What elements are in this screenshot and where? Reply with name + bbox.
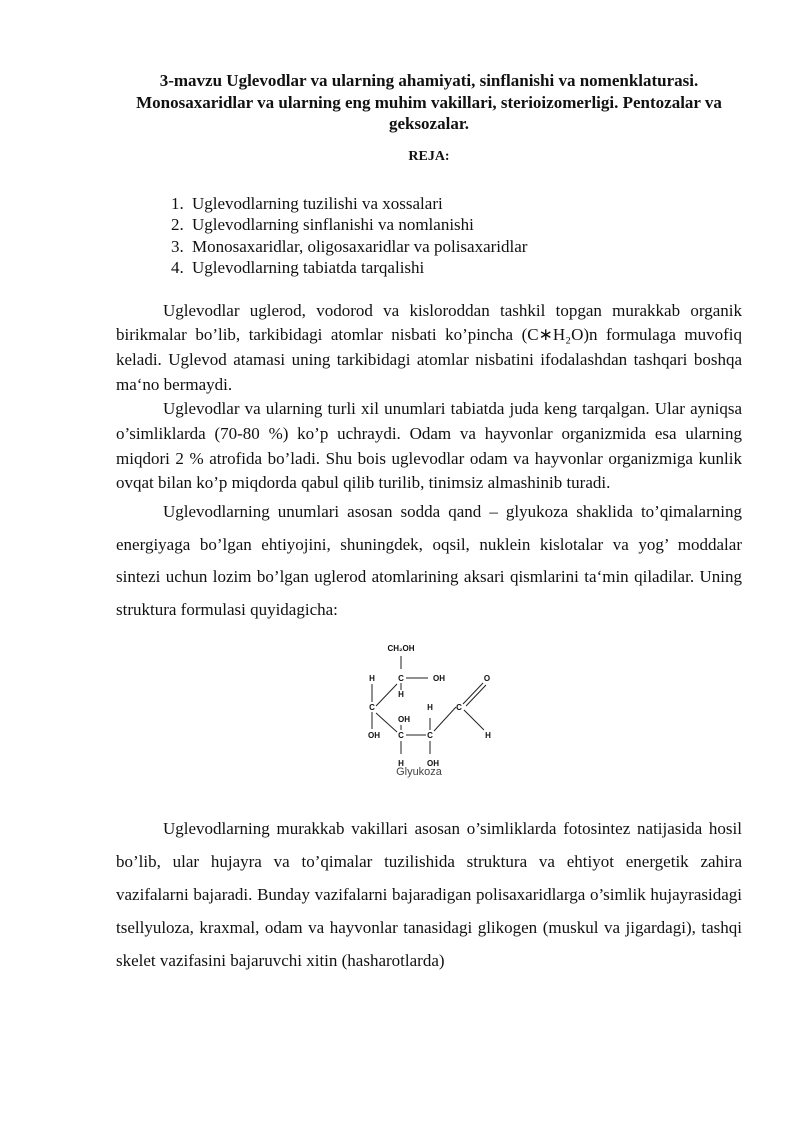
plan-item: 1. Uglevodlarning tuzilishi va xossalari [188, 193, 742, 215]
paragraph-distribution: Uglevodlar va ularning turli xil unumlari tabiatda juda keng tarqalgan. Ular ayniqsa o’simliklarda (70-80 %) ko’p uchraydi. Odam va hayvonlar organizmida esa ularning miqdori 2 % atrofida bo’ladi. Shu bois uglevodlar odam va hayvonlar organizmiga kunlik ovqat bilan ko’p miqdorda qabul qilib turilib, tinimsiz almashinib turadi. [116, 399, 742, 493]
label-h-bottom: H [398, 759, 404, 769]
document-page [116, 70, 742, 977]
label-ch2oh: CH₂OH [387, 644, 415, 654]
label-c-bottom-right: C [427, 731, 433, 741]
label-h-top-left: H [369, 674, 375, 684]
figure-caption: Glyukoza [396, 766, 442, 779]
paragraph-glucose: Uglevodlarning unumlari asosan sodda qand – glyukoza shaklida to’qimalarning energiyaga bo’lgan ehtiyojini, shuningdek, oqsil, nuklein kislotalar va yog’ moddalar sintezi uchun lozim bo’lgan uglerod atomlarining aksari qismlarini ta‘min qiladilar. Uning struktura formulasi quyidagicha: [116, 502, 742, 619]
document-title: 3-mavzu Uglevodlar va ularning ahamiyati, sinflanishi va nomenklaturasi. Monosaxaridlar va ularning eng muhim vakillari, sterioizomerligi. Pentozalar va geksozalar. [136, 71, 722, 133]
paragraph-complex-carbohydrates: Uglevodlarning murakkab vakillari asosan o’simliklarda fotosintez natijasida hosil bo’lib, ular hujayra va to’qimalar tuzilishida struktura va ehtiyot energetik zahira vazifalarni bajaradi. Bunday vazifalarni bajaradigan polisaxaridlarga o’simlik hujayrasidagi tsellyuloza, kraxmal, odam va hayvonlar tanasidagi glikogen (muskul va jigardagi), tashqi skelet vazifasini bajaruvchi xitin (hasharotlarda) [116, 819, 742, 971]
plan-heading: REJA: [408, 148, 450, 164]
label-o-right: O [483, 674, 491, 684]
glucose-structure-diagram [116, 626, 742, 812]
label-c-top: C [398, 674, 404, 684]
plan-list [116, 193, 742, 279]
label-c-aldehyde: C [456, 703, 462, 713]
plan-item: 4. Uglevodlarning tabiatda tarqalishi [188, 257, 742, 279]
label-h-mid: H [427, 703, 433, 713]
glucose-structure-figure [116, 626, 742, 812]
label-h-under-c: H [398, 690, 404, 700]
label-h-right: H [485, 731, 491, 741]
label-oh-top: OH [433, 674, 445, 684]
label-oh-mid: OH [398, 715, 410, 725]
paragraph-intro: Uglevodlar uglerod, vodorod va kisloroddan tashkil topgan murakkab organik birikmalar bo’lib, tarkibidagi atomlar nisbati ko’pincha (C∗H₂O)n formulaga muvofiq keladi. Uglevod atamasi uning tarkibidagi atomlar nisbatini ifodalashdan tashqari boshqa ma‘no bermaydi. [116, 300, 742, 394]
plan-item: 2. Uglevodlarning sinflanishi va nomlanishi [188, 214, 742, 236]
plan-item: 3. Monosaxaridlar, oligosaxaridlar va polisaxaridlar [188, 236, 742, 258]
label-c-left: C [369, 703, 375, 713]
label-c-bottom-left: C [398, 731, 404, 741]
label-oh-bottom-left: OH [368, 731, 380, 741]
label-oh-bottom: OH [427, 759, 439, 769]
